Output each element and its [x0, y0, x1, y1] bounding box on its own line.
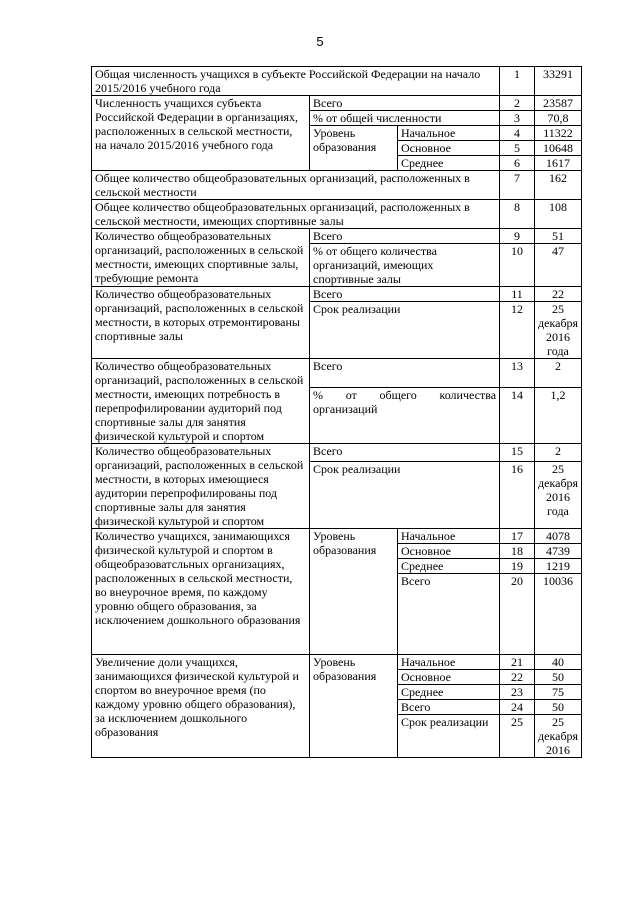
- level-name: Начальное: [398, 126, 500, 141]
- level-name: Среднее: [398, 156, 500, 171]
- row-value: 22: [535, 287, 582, 302]
- level-name: Среднее: [398, 685, 500, 700]
- sub-label: % от общего количества организаций, имеющих спортивные залы: [310, 244, 500, 287]
- row-label: Количество общеобразовательных организаций, расположенных в сельской местности, имеющих потребность в перепрофилировании аудиторий под спортивные залы для занятия физической культурой и спортом: [92, 359, 310, 444]
- level-label: Уровень образования: [310, 529, 398, 655]
- sub-label: Срок реализации: [310, 302, 500, 359]
- row-value: 25 декабря 2016 года: [535, 302, 582, 359]
- row-number: 6: [500, 156, 535, 171]
- sub-label: Всего: [310, 229, 500, 244]
- table-row: [92, 96, 582, 111]
- row-number: 11: [500, 287, 535, 302]
- table-row: [92, 359, 582, 388]
- table-row: [92, 200, 582, 229]
- row-label: Общее количество общеобразовательных организаций, расположенных в сельской местности: [92, 171, 500, 200]
- level-name: Основное: [398, 544, 500, 559]
- table-row: [92, 171, 582, 200]
- table-row: [92, 529, 582, 544]
- indicator-table: [91, 66, 582, 758]
- row-number: 21: [500, 655, 535, 670]
- level-name: Начальное: [398, 529, 500, 544]
- sub-label: % от общей численности: [310, 111, 500, 126]
- row-number: 12: [500, 302, 535, 359]
- row-number: 13: [500, 359, 535, 388]
- level-name: Основное: [398, 141, 500, 156]
- level-name: Срок реализации: [398, 715, 500, 758]
- row-number: 20: [500, 574, 535, 655]
- sub-label: Всего: [310, 287, 500, 302]
- row-number: 5: [500, 141, 535, 156]
- row-value: 1617: [535, 156, 582, 171]
- row-value: 33291: [535, 67, 582, 96]
- row-value: 47: [535, 244, 582, 287]
- table-row: [92, 67, 582, 96]
- row-number: 1: [500, 67, 535, 96]
- row-number: 7: [500, 171, 535, 200]
- row-label: Количество общеобразовательных организаций, расположенных в сельской местности, в которых имеющиеся аудитории перепрофилированы под спортивные залы для занятия физической культурой и спортом: [92, 444, 310, 529]
- level-label: Уровень образования: [310, 655, 398, 758]
- row-label: Увеличение доли учащихся, занимающихся физической культурой и спортом во внеурочное время (по каждому уровню общего образования), за исключением дошкольного образования: [92, 655, 310, 758]
- row-number: 23: [500, 685, 535, 700]
- row-value: 10648: [535, 141, 582, 156]
- row-value: 10036: [535, 574, 582, 655]
- sub-label: Всего: [310, 96, 500, 111]
- level-name: Основное: [398, 670, 500, 685]
- row-value: 1,2: [535, 387, 582, 443]
- row-value: 40: [535, 655, 582, 670]
- row-label: Численность учащихся субъекта Российской Федерации в организациях, расположенных в сельской местности, на начало 2015/2016 учебного года: [92, 96, 310, 171]
- row-number: 17: [500, 529, 535, 544]
- page-number: 5: [316, 34, 324, 49]
- row-number: 24: [500, 700, 535, 715]
- table-row: [92, 444, 582, 462]
- row-value: 50: [535, 700, 582, 715]
- row-value: 25 декабря 2016 года: [535, 461, 582, 528]
- row-number: 3: [500, 111, 535, 126]
- sub-label: % от общего количества организаций: [310, 387, 500, 443]
- row-number: 8: [500, 200, 535, 229]
- row-label: Количество общеобразовательных организаций, расположенных в сельской местности, в которых отремонтированы спортивные залы: [92, 287, 310, 359]
- row-number: 9: [500, 229, 535, 244]
- row-value: 162: [535, 171, 582, 200]
- row-label: Общая численность учащихся в субъекте Российской Федерации на начало 2015/2016 учебного года: [92, 67, 500, 96]
- level-name: Всего: [398, 574, 500, 655]
- table-row: [92, 655, 582, 670]
- row-number: 19: [500, 559, 535, 574]
- table-row: [92, 287, 582, 302]
- row-value: 75: [535, 685, 582, 700]
- sub-label: Срок реализации: [310, 461, 500, 528]
- row-number: 22: [500, 670, 535, 685]
- sub-label: Всего: [310, 444, 500, 462]
- row-number: 4: [500, 126, 535, 141]
- row-value: 23587: [535, 96, 582, 111]
- row-value: 2: [535, 359, 582, 388]
- row-value: 4078: [535, 529, 582, 544]
- row-value: 2: [535, 444, 582, 462]
- row-value: 11322: [535, 126, 582, 141]
- level-name: Среднее: [398, 559, 500, 574]
- row-value: 25 декабря 2016: [535, 715, 582, 758]
- row-number: 10: [500, 244, 535, 287]
- row-value: 51: [535, 229, 582, 244]
- row-label: Количество общеобразовательных организаций, расположенных в сельской местности, имеющих спортивные залы, требующие ремонта: [92, 229, 310, 287]
- row-value: 108: [535, 200, 582, 229]
- row-number: 2: [500, 96, 535, 111]
- sub-label: Всего: [310, 359, 500, 388]
- row-number: 16: [500, 461, 535, 528]
- table-row: [92, 229, 582, 244]
- row-number: 14: [500, 387, 535, 443]
- row-label: Количество учащихся, занимающихся физической культурой и спортом в общеобразоватсльных организациях, расположенных в сельской местности, во внеурочное время, по каждому уровню общего образования, за исключением дошкольного образования: [92, 529, 310, 655]
- row-label: Общее количество общеобразовательных организаций, расположенных в сельской местности, имеющих спортивные залы: [92, 200, 500, 229]
- row-value: 50: [535, 670, 582, 685]
- row-number: 25: [500, 715, 535, 758]
- row-number: 15: [500, 444, 535, 462]
- row-number: 18: [500, 544, 535, 559]
- level-name: Всего: [398, 700, 500, 715]
- row-value: 70,8: [535, 111, 582, 126]
- row-value: 4739: [535, 544, 582, 559]
- level-label: Уровень образования: [310, 126, 398, 171]
- level-name: Начальное: [398, 655, 500, 670]
- row-value: 1219: [535, 559, 582, 574]
